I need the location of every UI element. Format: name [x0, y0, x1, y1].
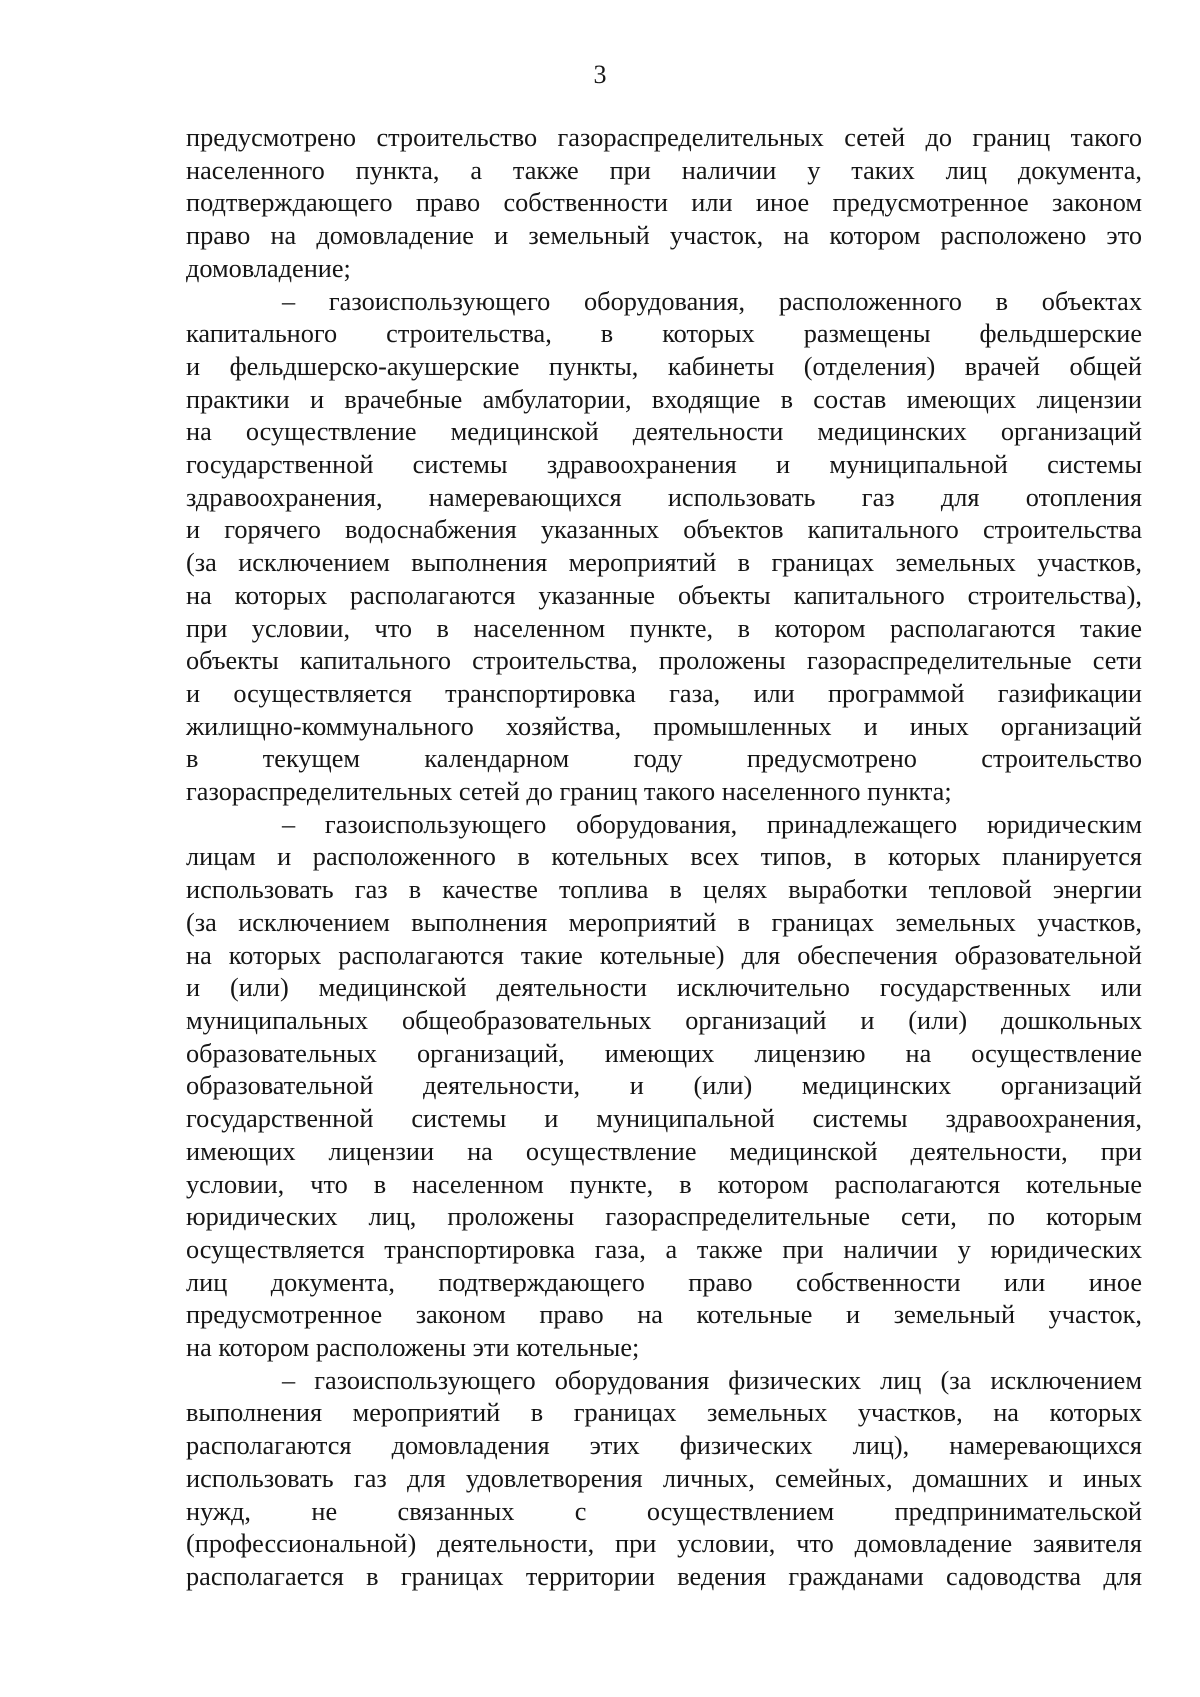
- text-line: (профессиональной) деятельности, при условии, что домовладение заявителя: [186, 1529, 1142, 1559]
- text-line: располагается в границах территории ведения гражданами садоводства для: [186, 1561, 1142, 1591]
- text-line: и (или) медицинской деятельности исключительно государственных или: [186, 973, 1142, 1003]
- paragraph: [186, 122, 1142, 286]
- text-line: капитального строительства, в которых размещены фельдшерские: [186, 319, 1142, 349]
- text-line: газораспределительных сетей до границ такого населенного пункта;: [186, 777, 952, 807]
- text-line: имеющих лицензии на осуществление медицинской деятельности, при: [186, 1136, 1142, 1166]
- text-line: в текущем календарном году предусмотрено строительство: [186, 744, 1142, 774]
- text-line: предусмотренное законом право на котельные и земельный участок,: [186, 1300, 1142, 1330]
- document-body: [186, 122, 1142, 1594]
- text-line: домовладение;: [186, 253, 351, 283]
- text-line: – газоиспользующего оборудования, расположенного в объектах: [282, 286, 1142, 316]
- text-line: на которых располагаются такие котельные) для обеспечения образовательной: [186, 940, 1142, 970]
- paragraph: [186, 1365, 1142, 1594]
- text-line: право на домовладение и земельный участок, на котором расположено это: [186, 221, 1142, 251]
- text-line: использовать газ для удовлетворения личных, семейных, домашних и иных: [186, 1463, 1142, 1493]
- text-line: – газоиспользующего оборудования, принадлежащего юридическим: [282, 809, 1142, 839]
- text-line: нужд, не связанных с осуществлением предпринимательской: [186, 1496, 1142, 1526]
- text-line: здравоохранения, намеревающихся использовать газ для отопления: [186, 482, 1142, 512]
- text-line: образовательных организаций, имеющих лицензию на осуществление: [186, 1038, 1142, 1068]
- text-line: использовать газ в качестве топлива в целях выработки тепловой энергии: [186, 875, 1142, 905]
- text-line: выполнения мероприятий в границах земельных участков, на которых: [186, 1398, 1142, 1428]
- text-line: объекты капитального строительства, проложены газораспределительные сети: [186, 646, 1142, 676]
- text-line: и горячего водоснабжения указанных объектов капитального строительства: [186, 515, 1142, 545]
- text-line: условии, что в населенном пункте, в котором располагаются котельные: [186, 1169, 1142, 1199]
- text-line: и фельдшерско-акушерские пункты, кабинеты (отделения) врачей общей: [186, 351, 1142, 381]
- text-line: осуществляется транспортировка газа, а также при наличии у юридических: [186, 1234, 1142, 1264]
- text-line: на которых располагаются указанные объекты капитального строительства),: [186, 580, 1142, 610]
- text-line: располагаются домовладения этих физических лиц), намеревающихся: [186, 1431, 1142, 1461]
- text-line: образовательной деятельности, и (или) медицинских организаций: [186, 1071, 1142, 1101]
- text-line: жилищно-коммунального хозяйства, промышленных и иных организаций: [186, 711, 1142, 741]
- text-line: (за исключением выполнения мероприятий в границах земельных участков,: [186, 907, 1142, 937]
- text-line: населенного пункта, а также при наличии у таких лиц документа,: [186, 155, 1142, 185]
- page-number: 3: [593, 60, 607, 89]
- text-line: на котором расположены эти котельные;: [186, 1333, 640, 1363]
- text-line: государственной системы здравоохранения и муниципальной системы: [186, 450, 1142, 480]
- paragraph: [186, 286, 1142, 809]
- text-line: при условии, что в населенном пункте, в котором располагаются такие: [186, 613, 1142, 643]
- text-line: (за исключением выполнения мероприятий в границах земельных участков,: [186, 548, 1142, 578]
- text-line: и осуществляется транспортировка газа, или программой газификации: [186, 678, 1142, 708]
- text-line: практики и врачебные амбулатории, входящие в состав имеющих лицензии: [186, 384, 1142, 414]
- text-line: – газоиспользующего оборудования физических лиц (за исключением: [282, 1365, 1142, 1395]
- paragraph: [186, 809, 1142, 1365]
- text-line: на осуществление медицинской деятельности медицинских организаций: [186, 417, 1142, 447]
- text-line: лицам и расположенного в котельных всех типов, в которых планируется: [186, 842, 1142, 872]
- text-line: подтверждающего право собственности или иное предусмотренное законом: [186, 188, 1142, 218]
- text-line: предусмотрено строительство газораспределительных сетей до границ такого: [186, 123, 1142, 152]
- text-line: муниципальных общеобразовательных организаций и (или) дошкольных: [186, 1005, 1142, 1035]
- text-line: юридических лиц, проложены газораспределительные сети, по которым: [186, 1202, 1142, 1232]
- text-line: государственной системы и муниципальной системы здравоохранения,: [186, 1104, 1142, 1134]
- text-line: лиц документа, подтверждающего право собственности или иное: [186, 1267, 1142, 1297]
